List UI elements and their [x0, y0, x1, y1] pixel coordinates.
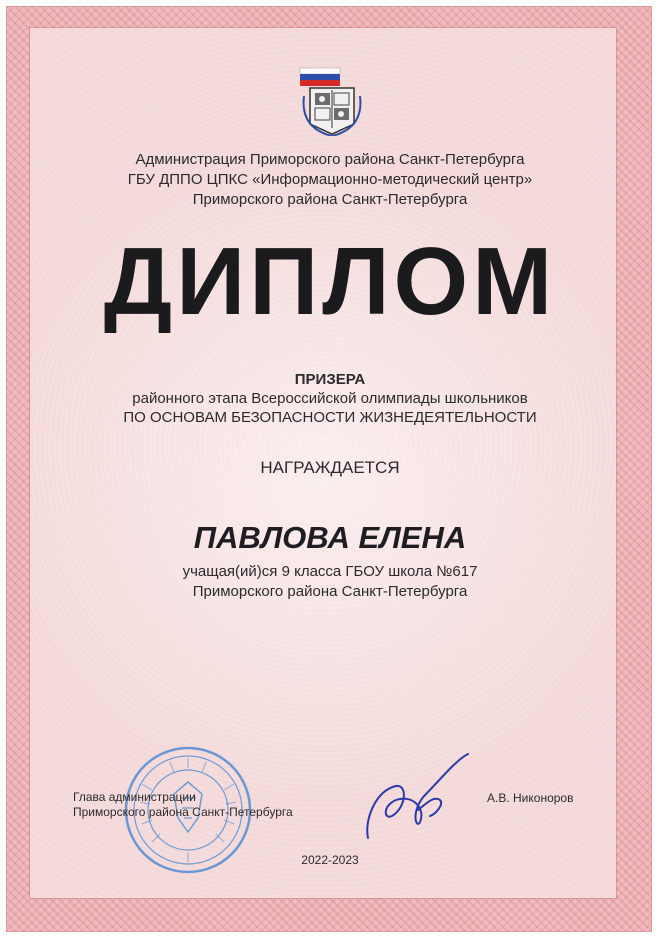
- olympiad-logo-icon: [292, 66, 372, 136]
- award-description: [0, 370, 660, 427]
- signatory-title-line-1: Глава администрации: [73, 790, 196, 804]
- recipient-line-1: учащая(ий)ся 9 класса ГБОУ школа №617: [182, 563, 478, 580]
- recipient-name: ПАВЛОВА ЕЛЕНА: [193, 520, 467, 555]
- organization-line-3: Приморского района Санкт-Петербурга: [192, 191, 468, 208]
- handwritten-signature: [356, 750, 476, 850]
- award-level: ПРИЗЕРА: [294, 371, 366, 388]
- signatory-name: А.В. Никоноров: [487, 791, 574, 805]
- recipient-details: [0, 562, 660, 602]
- competition-line-2: ПО ОСНОВАМ БЕЗОПАСНОСТИ ЖИЗНЕДЕЯТЕЛЬНОСТИ: [123, 409, 537, 426]
- organization-header: [0, 150, 660, 210]
- awarded-label: НАГРАЖДАЕТСЯ: [260, 458, 400, 477]
- recipient-line-2: Приморского района Санкт-Петербурга: [192, 583, 468, 600]
- organization-line-2: ГБУ ДППО ЦПКС «Информационно-методический центр»: [127, 171, 533, 188]
- signatory-title: [73, 790, 293, 820]
- academic-year: 2022-2023: [301, 853, 359, 867]
- organization-line-1: Администрация Приморского района Санкт-Петербурга: [135, 151, 525, 168]
- diploma-title: ДИПЛОМ: [103, 228, 557, 335]
- signatory-title-line-2: Приморского района Санкт-Петербурга: [73, 805, 293, 819]
- competition-line-1: районного этапа Всероссийской олимпиады школьников: [132, 390, 528, 407]
